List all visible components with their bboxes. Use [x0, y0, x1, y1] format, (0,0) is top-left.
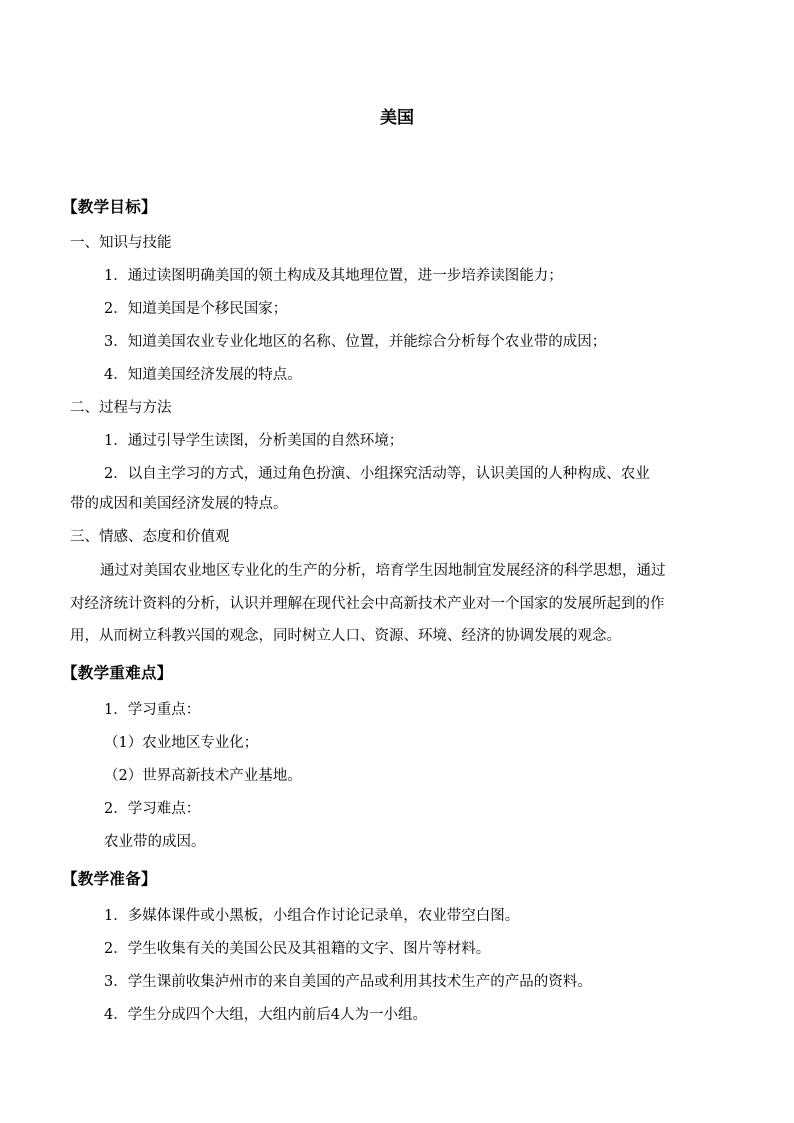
- prep-item-4: 4．学生分成四个大组，大组内前后4人为一小组。: [104, 1007, 427, 1023]
- document-title: 美国: [380, 108, 414, 128]
- key-item-5: 农业带的成因。: [104, 834, 206, 850]
- goals-heading: 【教学目标】: [62, 197, 157, 216]
- process-item-1: 1．通过引导学生读图，分析美国的自然环境；: [104, 433, 404, 449]
- emotion-line-2: 对经济统计资料的分析，认识并理解在现代社会中高新技术产业对一个国家的发展所起到的作: [70, 596, 665, 612]
- key-item-1: 1．学习重点：: [104, 702, 201, 718]
- emotion-line-1: 通过对美国农业地区专业化的生产的分析，培育学生因地制宜发展经济的科学思想，通过: [100, 563, 666, 579]
- emotion-line-3: 用，从而树立科教兴国的观念，同时树立人口、资源、环境、经济的协调发展的观念。: [70, 628, 621, 644]
- key-item-2: （1）农业地区专业化；: [104, 735, 259, 751]
- knowledge-heading: 一、知识与技能: [70, 235, 172, 251]
- emotion-heading: 三、情感、态度和价值观: [70, 529, 230, 545]
- process-item-2-cont: 带的成因和美国经济发展的特点。: [70, 496, 288, 512]
- key-item-3: （2）世界高新技术产业基地。: [104, 768, 302, 784]
- prep-heading: 【教学准备】: [62, 869, 157, 888]
- prep-item-2: 2．学生收集有关的美国公民及其祖籍的文字、图片等材料。: [104, 941, 491, 957]
- key-item-4: 2．学习难点：: [104, 801, 201, 817]
- knowledge-item-1: 1．通过读图明确美国的领土构成及其地理位置，进一步培养读图能力；: [104, 268, 563, 284]
- prep-item-3: 3．学生课前收集泸州市的来自美国的产品或利用其技术生产的产品的资料。: [104, 974, 592, 990]
- prep-item-1: 1．多媒体课件或小黑板，小组合作讨论记录单，农业带空白图。: [104, 908, 520, 924]
- knowledge-item-4: 4．知道美国经济发展的特点。: [104, 367, 302, 383]
- process-item-2: 2．以自主学习的方式，通过角色扮演、小组探究活动等，认识美国的人种构成、农业: [104, 466, 650, 482]
- knowledge-item-2: 2．知道美国是个移民国家；: [104, 301, 288, 317]
- process-heading: 二、过程与方法: [70, 400, 172, 416]
- key-heading: 【教学重难点】: [62, 663, 173, 682]
- knowledge-item-3: 3．知道美国农业专业化地区的名称、位置，并能综合分析每个农业带的成因；: [104, 334, 607, 350]
